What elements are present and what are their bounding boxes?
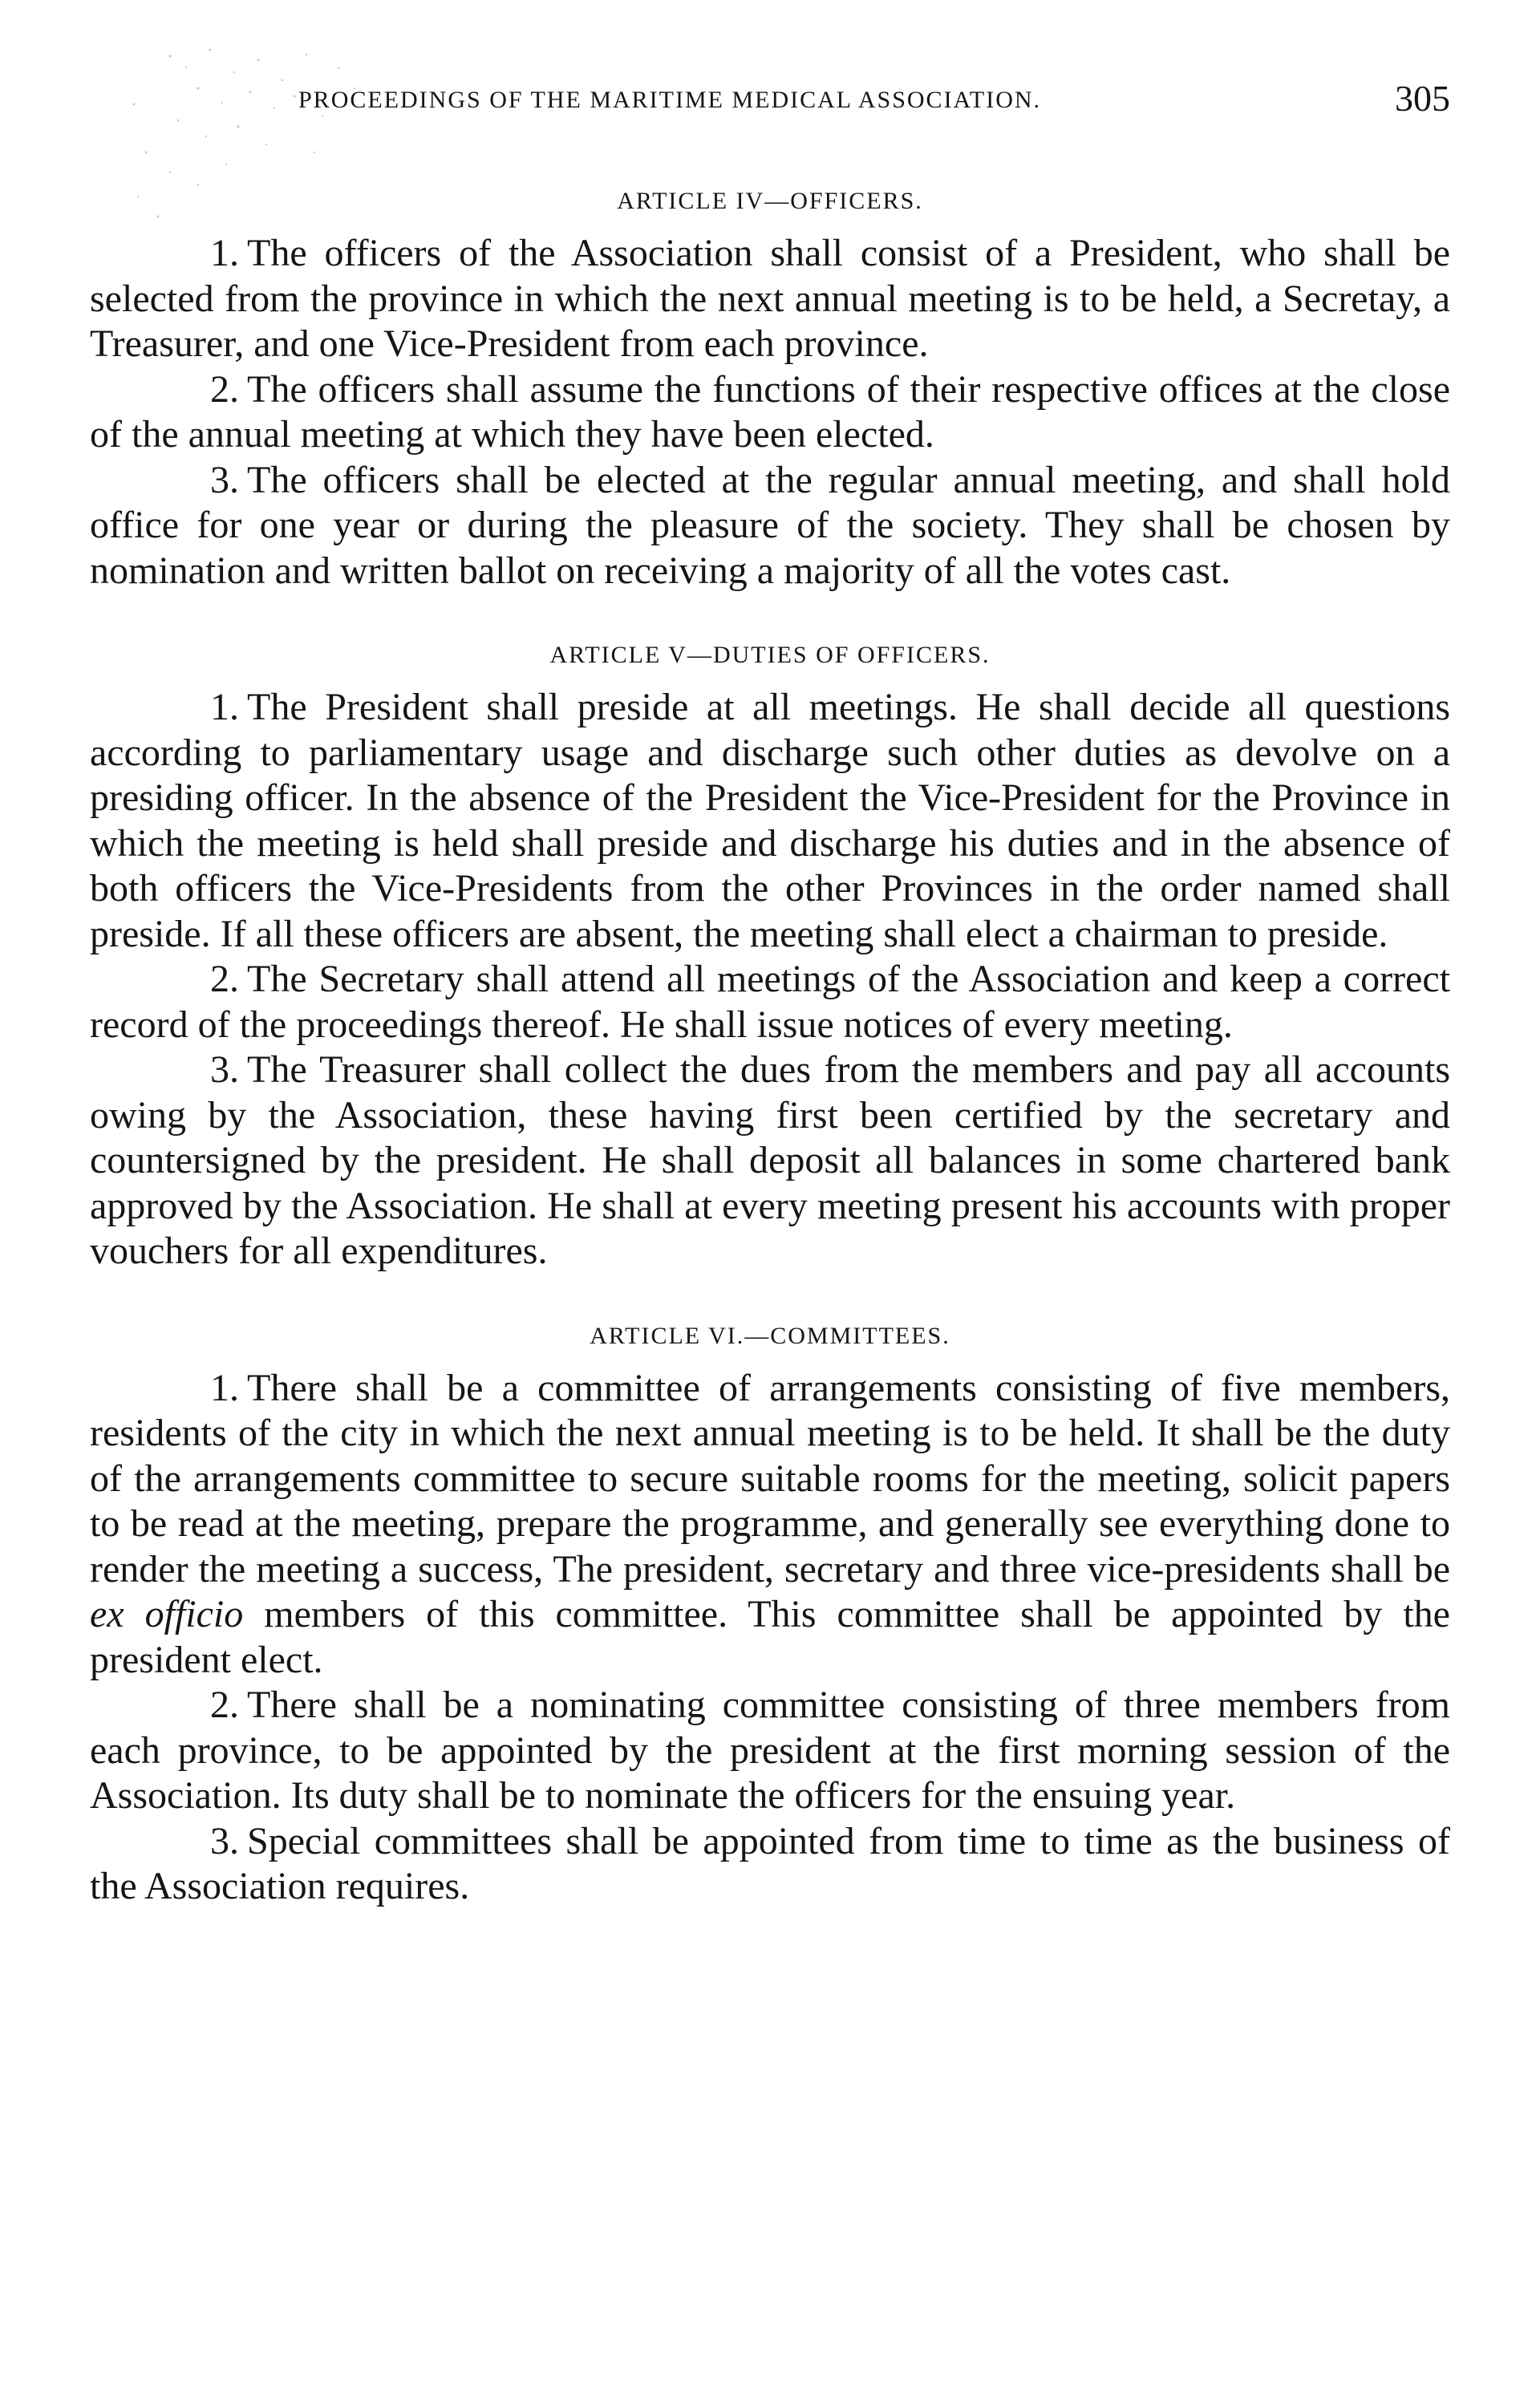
- section-number: 1.: [210, 232, 239, 274]
- section-number: 2.: [210, 1684, 239, 1726]
- article-heading: ARTICLE VI.—COMMITTEES.: [590, 1322, 950, 1349]
- section-text: Special committees shall be appointed from time to time as the business of the Association requires.: [90, 1819, 1450, 1907]
- article-vi: [90, 1307, 1450, 1910]
- section-text: members of this committee. This committee shall be appointed by the president elect.: [90, 1593, 1450, 1681]
- article-section: [90, 367, 1450, 458]
- article-section: [90, 957, 1450, 1048]
- article-section: [90, 458, 1450, 594]
- article-iv: [90, 172, 1450, 594]
- section-italic-text: ex officio: [90, 1593, 244, 1635]
- section-number: 1.: [210, 1366, 239, 1409]
- article-section: [90, 1683, 1450, 1819]
- section-number: 1.: [210, 686, 239, 728]
- running-head: [90, 77, 1450, 125]
- section-number: 2.: [210, 367, 239, 411]
- article-section: [90, 685, 1450, 957]
- article-body: [90, 172, 1450, 1910]
- section-number: 2.: [210, 958, 239, 1000]
- section-number: 3.: [210, 1819, 239, 1862]
- article-section: [90, 1048, 1450, 1275]
- section-text: The Treasurer shall collect the dues from the members and pay all accounts owing by the Association, these having first been certified by the secretary and countersigned by the president. He shall deposit all balances in some chartered bank approved by the Association. He shall at every meeting present his accounts with proper vouchers for all expenditures.: [90, 1048, 1450, 1272]
- page-number: 305: [1395, 78, 1450, 119]
- section-text: There shall be a committee of arrangements consisting of five members, residents of the city in which the next annual meeting is to be held. It shall be the duty of the arrangements committee to secure suitable rooms for the meeting, solicit papers to be read at the meeting, prepare the programme, and generally see everything done to render the meeting a success, The president, secretary and three vice-presidents shall be: [90, 1366, 1450, 1591]
- section-text: The officers shall be elected at the regular annual meeting, and shall hold office for one year or during the pleasure of the society. They shall be chosen by nomination and written ballot on receiving a majority of all the votes cast.: [90, 458, 1450, 592]
- article-section: [90, 1366, 1450, 1684]
- running-title: PROCEEDINGS OF THE MARITIME MEDICAL ASSOCIATION.: [298, 87, 1042, 113]
- article-section: [90, 1819, 1450, 1910]
- section-text: The President shall preside at all meetings. He shall decide all questions according to parliamentary usage and discharge such other duties as devolve on a presiding officer. In the absence of the President the Vice-President for the Province in which the meeting is held shall preside and discharge his duties and in the absence of both officers the Vice-Presidents from the other Provinces in the order named shall preside. If all these officers are absent, the meeting shall elect a chairman to preside.: [90, 686, 1450, 955]
- article-heading: ARTICLE V—DUTIES OF OFFICERS.: [549, 642, 991, 668]
- spacer: [90, 594, 1450, 626]
- section-text: The officers of the Association shall consist of a President, who shall be selected from the province in which the next annual meeting is to be held, a Secretay, a Treasurer, and one Vice-President from each province.: [90, 232, 1450, 365]
- section-number: 3.: [210, 1048, 239, 1091]
- section-text: The officers shall assume the functions of their respective offices at the close of the annual meeting at which they have been elected.: [90, 367, 1450, 456]
- section-number: 3.: [210, 458, 239, 501]
- article-section: [90, 231, 1450, 367]
- article-heading: ARTICLE IV—OFFICERS.: [617, 188, 923, 214]
- section-text: There shall be a nominating committee consisting of three members from each province, to be appointed by the president at the first morning session of the Association. Its duty shall be to nominate the officers for the ensuing year.: [90, 1684, 1450, 1817]
- section-text: The Secretary shall attend all meetings of the Association and keep a correct record of the proceedings thereof. He shall issue notices of every meeting.: [90, 958, 1450, 1046]
- document-page: [90, 0, 1450, 2387]
- spacer: [90, 1275, 1450, 1307]
- article-v: [90, 626, 1450, 1275]
